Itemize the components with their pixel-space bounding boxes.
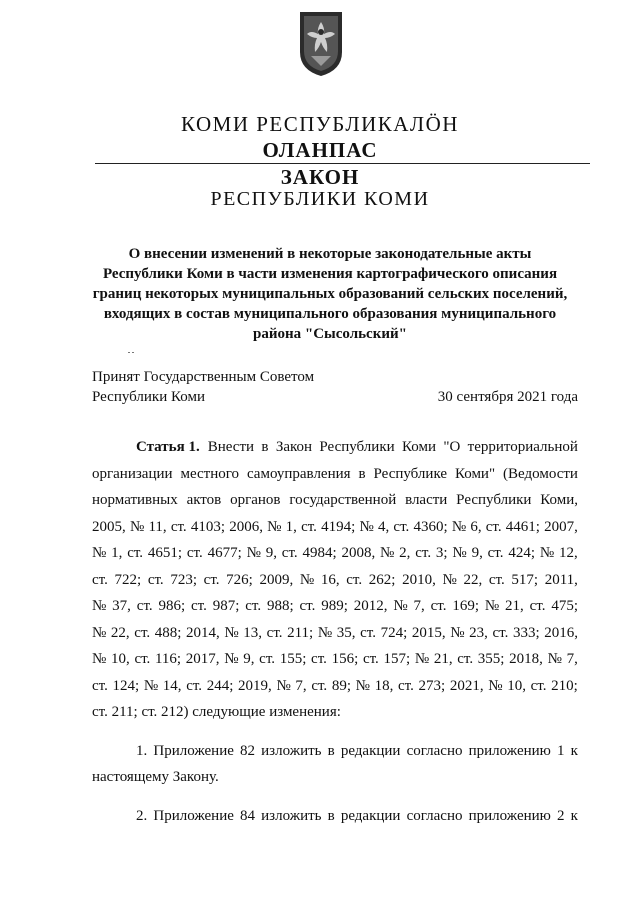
title-line: входящих в состав муниципального образования муниципального	[103, 306, 557, 322]
document-title	[60, 244, 600, 344]
item-1-continuation	[92, 764, 578, 791]
article-text-line: ст. 211; ст. 212) следующие изменения:	[92, 704, 341, 720]
article-text-line: Внести в Закон Республики Коми "О территориальной	[207, 439, 578, 455]
coat-of-arms-icon	[297, 8, 345, 78]
header-komi-language-line: КОМИ РЕСПУБЛИКАЛÖН	[181, 112, 459, 136]
article-line	[92, 646, 578, 673]
article-text-line: № 22, ст. 488; 2014, № 13, ст. 211; № 35, ст. 724; 2015, № 23, ст. 333; 2016,	[92, 624, 578, 641]
article-text-line: организации местного самоуправления в Республике Коми" (Ведомости	[92, 465, 578, 482]
article-text-line: 2005, № 11, ст. 4103; 2006, № 1, ст. 4194; № 4, ст. 4360; № 6, ст. 4461; 2007,	[92, 518, 578, 535]
header-oklanpas: ОЛАНПАС	[262, 138, 378, 162]
item-2-line	[92, 803, 578, 830]
item-2-text: 2. Приложение 84 изложить в редакции согласно приложению 2 к	[136, 807, 578, 824]
title-line: района "Сысольский"	[253, 326, 407, 342]
article-line	[92, 514, 578, 541]
article-text-line: ст. 722; ст. 723; ст. 726; 2009, № 16, ст. 262; 2010, № 22, ст. 517; 2011,	[92, 571, 578, 588]
article-line	[92, 487, 578, 514]
article-line	[92, 567, 578, 594]
article-line	[92, 699, 578, 726]
item-1-text-cont: настоящему Закону.	[92, 769, 219, 785]
item-1-text: 1. Приложение 82 изложить в редакции согласно приложению 1 к	[136, 742, 578, 759]
title-line: Республики Коми в части изменения картографического описания	[102, 266, 558, 282]
article-first-line	[92, 434, 578, 461]
article-text-line: № 37, ст. 986; ст. 987; ст. 988; ст. 989; 2012, № 7, ст. 169; № 21, ст. 475;	[92, 598, 578, 614]
header-law: ЗАКОН	[280, 165, 360, 189]
adoption-line: Принят Государственным Советом	[92, 369, 315, 385]
article-line	[92, 540, 578, 567]
adoption-line: Республики Коми	[92, 389, 205, 405]
article-line	[92, 673, 578, 700]
adoption-block	[92, 367, 314, 407]
header-divider	[95, 163, 590, 164]
header-republic: РЕСПУБЛИКИ КОМИ	[210, 188, 430, 210]
article-line	[92, 620, 578, 647]
article-body	[92, 434, 578, 829]
scan-speck	[128, 352, 138, 354]
article-line	[92, 461, 578, 488]
article-text-line: ст. 124; № 14, ст. 244; 2019, № 7, ст. 89; № 18, ст. 273; 2021, № 10, ст. 210;	[92, 677, 578, 694]
title-line: границ некоторых муниципальных образований сельских поселений,	[92, 286, 568, 302]
article-text-line: № 1, ст. 4651; ст. 4677; № 9, ст. 4984; 2008, № 2, ст. 3; № 9, ст. 424; № 12,	[92, 545, 578, 561]
coat-of-arms-emblem	[297, 8, 345, 78]
adoption-date: 30 сентября 2021 года	[437, 389, 578, 405]
title-line: О внесении изменений в некоторые законодательные акты	[128, 246, 532, 262]
article-text-line: нормативных актов органов государственной власти Республики Коми,	[92, 492, 578, 508]
item-1-line	[92, 738, 578, 765]
article-line	[92, 593, 578, 620]
article-text-line: № 10, ст. 116; 2017, № 9, ст. 155; ст. 156; ст. 157; № 21, ст. 355; 2018, № 7,	[92, 651, 578, 667]
article-label: Статья 1.	[136, 439, 200, 455]
